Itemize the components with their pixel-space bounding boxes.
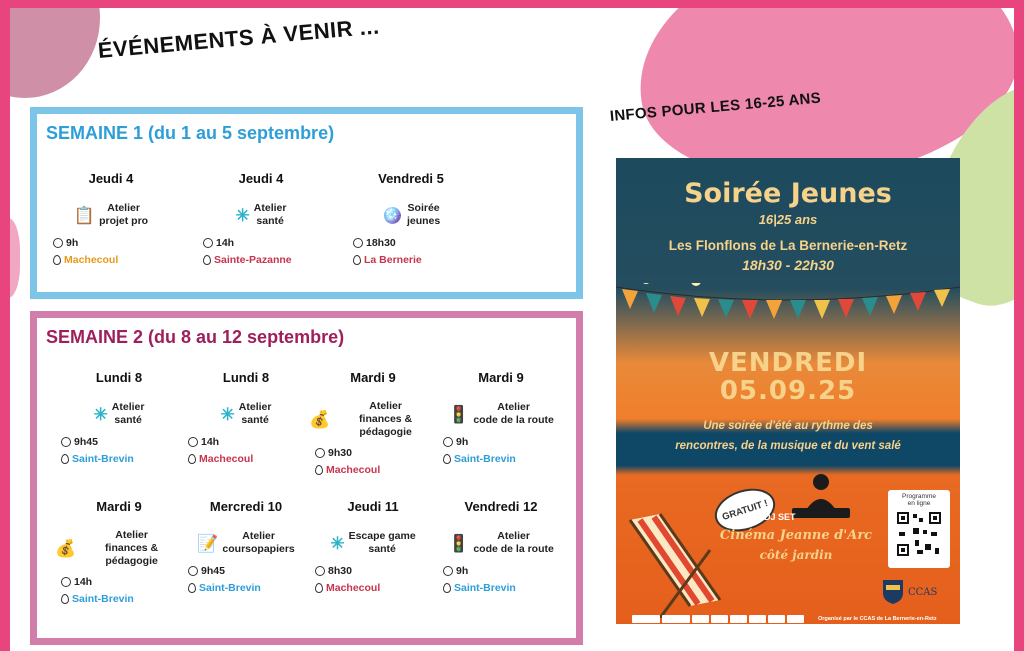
event-card[interactable] (55, 499, 183, 605)
partner-logo (730, 615, 747, 623)
event-place: Saint-Brevin (182, 582, 310, 594)
event-time: 14h (182, 436, 310, 448)
clock-icon (53, 238, 63, 248)
traffic-light-icon: 🚦 (448, 533, 470, 553)
event-card[interactable] (182, 499, 310, 594)
event-day: Lundi 8 (95, 370, 143, 385)
event-poster[interactable] (616, 158, 960, 624)
event-name: 🚦 Atelier code de la route (448, 530, 554, 555)
event-day: Vendredi 5 (378, 171, 444, 186)
health-icon: ✳ (220, 404, 235, 424)
partner-logo (662, 615, 690, 623)
traffic-light-icon: 🚦 (448, 404, 470, 424)
event-place: Machecoul (47, 254, 175, 266)
event-place: La Bernerie (347, 254, 475, 266)
event-name: 💰 Atelier finances & pédagogie (309, 400, 413, 438)
poster-date: 05.09.25 (719, 376, 857, 406)
event-name: 💰 Atelier finances & pédagogie (55, 529, 159, 567)
qr-code-card[interactable] (888, 490, 950, 568)
event-name: ✳ Escape game santé (330, 530, 416, 555)
poster-age: 16|25 ans (758, 212, 818, 227)
dj-icon (786, 470, 856, 526)
partner-logos (632, 615, 804, 623)
event-place: Sainte-Pazanne (197, 254, 325, 266)
event-name: ✳ Atelier santé (235, 202, 287, 227)
week2-title: SEMAINE 2 (du 8 au 12 septembre) (46, 327, 345, 347)
partner-logo (692, 615, 709, 623)
week1-title: SEMAINE 1 (du 1 au 5 septembre) (46, 123, 335, 143)
partner-logo (749, 615, 766, 623)
event-day: Jeudi 4 (238, 171, 284, 186)
poster-tagline: Une soirée d'été au rythme des rencontres, de la musique et du vent salé (675, 420, 901, 452)
poster-hours: 18h30 - 22h30 (742, 257, 834, 273)
event-card[interactable] (182, 370, 310, 465)
dj-set-label: DJ SET (764, 512, 796, 522)
ccas-shield-icon (882, 579, 904, 605)
page-title: ÉVÉNEMENTS À VENIR ... (96, 13, 381, 63)
event-day: Vendredi 12 (464, 499, 538, 514)
clock-icon (315, 566, 325, 576)
event-name: 📋 Atelier projet pro (73, 202, 149, 227)
partner-logo (711, 615, 728, 623)
event-time: 14h (197, 237, 325, 249)
location-pin-icon (315, 583, 323, 593)
event-card[interactable] (55, 370, 183, 465)
clock-icon (188, 566, 198, 576)
money-bag-icon: 💰 (55, 539, 77, 558)
event-time: 9h45 (182, 565, 310, 577)
event-day: Lundi 8 (222, 370, 270, 385)
event-place: Machecoul (309, 464, 437, 476)
decor-blob-left (10, 218, 20, 298)
event-time: 14h (55, 576, 183, 588)
partner-logo (787, 615, 804, 623)
poster-place: Les Flonflons de La Bernerie-en-Retz (668, 238, 908, 253)
clock-icon (353, 238, 363, 248)
poster-title: Soirée Jeunes (684, 178, 892, 209)
event-name: ✳ Atelier santé (220, 401, 272, 426)
location-pin-icon (315, 465, 323, 475)
location-pin-icon (353, 255, 361, 265)
qr-code-icon (895, 510, 943, 558)
event-card[interactable] (437, 370, 565, 465)
location-pin-icon (443, 583, 451, 593)
paperwork-icon: 📝 (197, 533, 219, 553)
poster-venue-sub: côté jardin (759, 548, 833, 562)
location-pin-icon (443, 454, 451, 464)
clock-icon (315, 448, 325, 458)
deck-chair-icon (620, 510, 730, 618)
health-icon: ✳ (235, 205, 250, 225)
event-name: 🚦 Atelier code de la route (448, 401, 554, 426)
location-pin-icon (53, 255, 61, 265)
event-name: 🪩 Soirée jeunes (381, 202, 441, 227)
event-icon: 📋 (73, 205, 96, 225)
event-day: Jeudi 4 (88, 171, 134, 186)
event-card[interactable] (309, 370, 437, 476)
event-card[interactable] (309, 499, 437, 594)
partner-logo (768, 615, 785, 623)
health-icon: ✳ (93, 404, 108, 424)
partner-logo (632, 615, 660, 623)
side-title: INFOS POUR LES 16-25 ANS (609, 89, 822, 125)
clock-icon (443, 566, 453, 576)
event-place: Saint-Brevin (55, 593, 183, 605)
event-day: Mercredi 10 (209, 499, 283, 514)
event-place: Saint-Brevin (437, 453, 565, 465)
clock-icon (61, 577, 71, 587)
event-day: Mardi 9 (96, 499, 142, 514)
event-card[interactable] (347, 171, 475, 266)
event-place: Machecoul (309, 582, 437, 594)
event-time: 9h (437, 565, 565, 577)
health-icon: ✳ (330, 533, 345, 553)
poster-venue: Cinéma Jeanne d'Arc (719, 528, 873, 543)
event-card[interactable] (437, 499, 565, 594)
event-place: Saint-Brevin (55, 453, 183, 465)
event-place: Saint-Brevin (437, 582, 565, 594)
event-time: 18h30 (347, 237, 475, 249)
disco-ball-icon: 🪩 (381, 205, 403, 225)
week2-panel (30, 311, 583, 645)
clock-icon (443, 437, 453, 447)
location-pin-icon (61, 594, 69, 604)
event-time: 8h30 (309, 565, 437, 577)
event-place: Machecoul (182, 453, 310, 465)
event-time: 9h (437, 436, 565, 448)
qr-label: Programme en ligne (902, 493, 936, 507)
event-card[interactable] (47, 171, 175, 266)
week1-panel (30, 107, 583, 299)
event-day: Jeudi 11 (347, 499, 399, 514)
bunting-flags-icon (616, 283, 960, 323)
clock-icon (188, 437, 198, 447)
clock-icon (61, 437, 71, 447)
clock-icon (203, 238, 213, 248)
page (10, 8, 1014, 651)
money-bag-icon: 💰 (309, 410, 331, 429)
event-name: 📝 Atelier coursopapiers (197, 530, 295, 555)
event-name: ✳ Atelier santé (93, 401, 145, 426)
free-badge: GRATUIT ! (709, 481, 780, 538)
event-time: 9h (47, 237, 175, 249)
event-time: 9h45 (55, 436, 183, 448)
event-day: Mardi 9 (350, 370, 396, 385)
event-card[interactable] (197, 171, 325, 266)
location-pin-icon (203, 255, 211, 265)
ccas-logo: CCAS (882, 578, 956, 606)
location-pin-icon (188, 583, 196, 593)
event-time: 9h30 (309, 447, 437, 459)
poster-organizer: Organisé par le CCAS de La Bernerie-en-Retz (818, 616, 937, 622)
decor-blob-top-left (10, 8, 100, 98)
location-pin-icon (188, 454, 196, 464)
event-day: Mardi 9 (478, 370, 524, 385)
location-pin-icon (61, 454, 69, 464)
poster-day: VENDREDI (708, 348, 868, 378)
